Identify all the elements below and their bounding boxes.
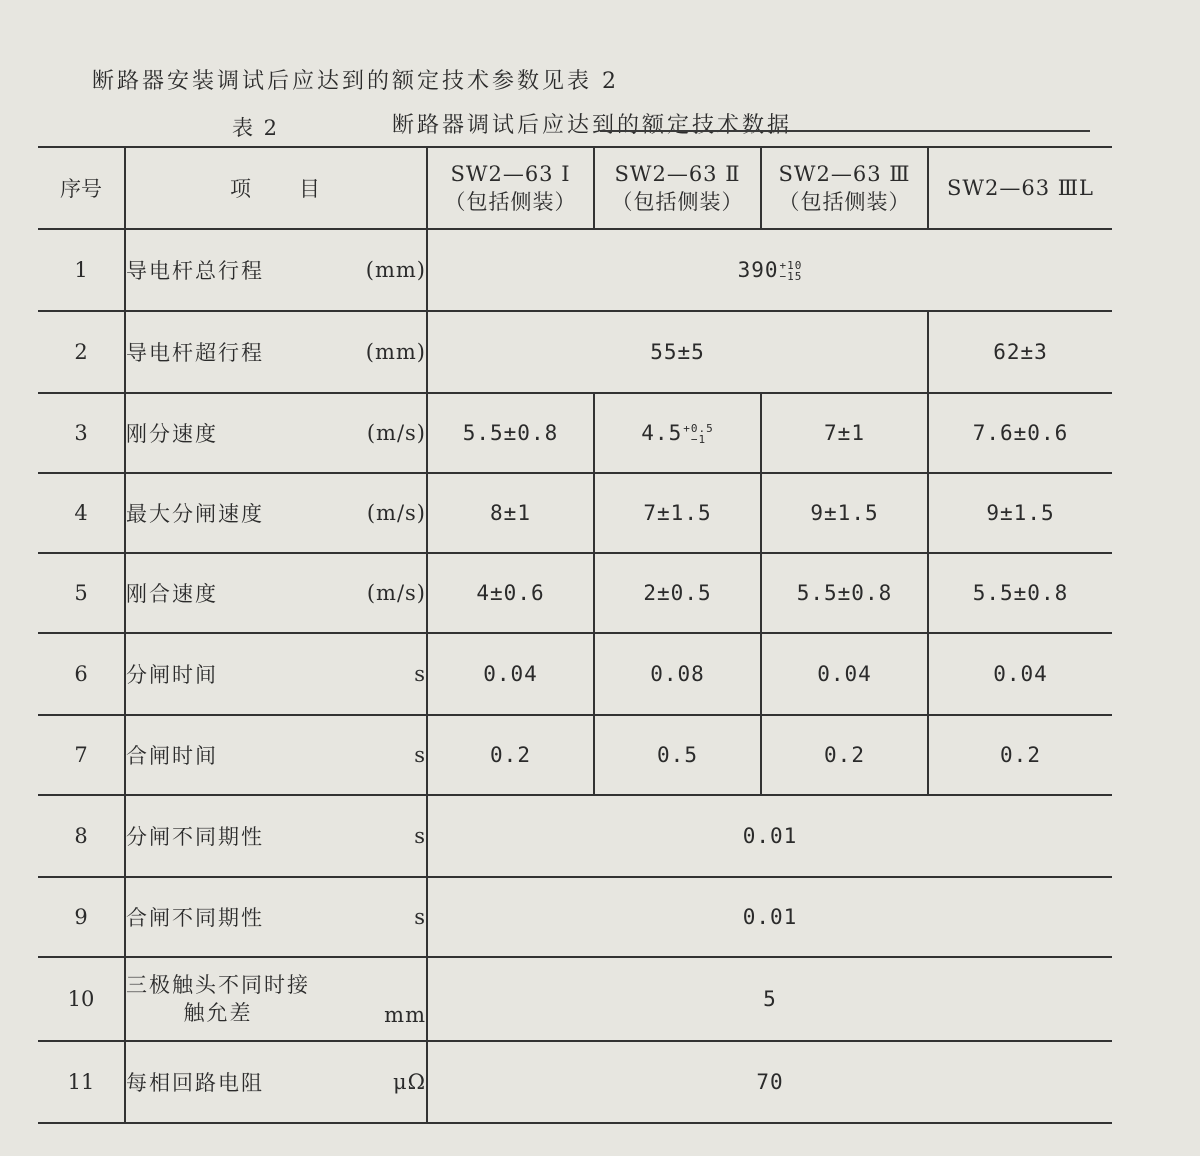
table-row — [38, 633, 1112, 715]
item-unit: (m/s) — [366, 421, 426, 445]
table-row — [38, 795, 1112, 877]
row-seq: 11 — [38, 1041, 125, 1123]
row-item — [125, 229, 427, 311]
table-row — [38, 393, 1112, 473]
row-item — [125, 877, 427, 957]
item-name: 合闸不同期性 — [126, 906, 264, 930]
header-seq: 序号 — [38, 147, 125, 229]
tolerance-lower: −1 — [690, 433, 707, 446]
item-name — [126, 971, 310, 1027]
item-unit: (mm) — [365, 340, 426, 364]
tolerance-upper: +0.5 — [683, 422, 714, 435]
row-seq: 3 — [38, 393, 125, 473]
item-unit: μΩ — [392, 1070, 426, 1094]
row-value: 9±1.5 — [761, 473, 928, 553]
table-row — [38, 877, 1112, 957]
item-name: 导电杆总行程 — [126, 259, 264, 283]
model-name: SW2—63 Ⅲ — [778, 162, 911, 186]
tolerance — [780, 260, 803, 282]
row-value: 4±0.6 — [427, 553, 594, 633]
table-title: 断路器调试后应达到的额定技术数据 — [392, 113, 793, 138]
row-value: 0.04 — [928, 633, 1112, 715]
model-name: SW2—63 ⅢL — [947, 176, 1094, 200]
header-item: 项 目 — [125, 147, 427, 229]
row-value: 0.08 — [594, 633, 761, 715]
row-seq: 7 — [38, 715, 125, 795]
model-note: （包括侧装） — [778, 190, 911, 214]
row-seq: 2 — [38, 311, 125, 393]
row-value: 55±5 — [427, 311, 928, 393]
row-value: 5.5±0.8 — [427, 393, 594, 473]
row-value: 0.2 — [427, 715, 594, 795]
row-value: 0.2 — [928, 715, 1112, 795]
row-value: 0.04 — [761, 633, 928, 715]
table-row — [38, 553, 1112, 633]
value-text: 4.5 — [641, 421, 683, 445]
item-name: 刚合速度 — [126, 582, 218, 606]
item-unit: mm — [384, 1003, 426, 1027]
row-item — [125, 473, 427, 553]
row-item — [125, 393, 427, 473]
row-value — [594, 393, 761, 473]
row-value: 7±1.5 — [594, 473, 761, 553]
row-value: 7.6±0.6 — [928, 393, 1112, 473]
row-item — [125, 633, 427, 715]
item-unit: s — [414, 743, 426, 767]
row-value: 62±3 — [928, 311, 1112, 393]
header-model-2 — [594, 147, 761, 229]
item-unit: s — [414, 905, 426, 929]
item-name: 每相回路电阻 — [126, 1071, 264, 1095]
header-row — [38, 147, 1112, 229]
row-value: 7±1 — [761, 393, 928, 473]
row-seq: 4 — [38, 473, 125, 553]
row-value: 5.5±0.8 — [928, 553, 1112, 633]
item-unit: (m/s) — [366, 581, 426, 605]
intro-text: 断路器安装调试后应达到的额定技术参数见表 2 — [92, 69, 619, 94]
row-value: 0.01 — [427, 795, 1112, 877]
row-item — [125, 1041, 427, 1123]
row-item — [125, 957, 427, 1041]
table-row — [38, 311, 1112, 393]
model-name: SW2—63 Ⅰ — [450, 162, 571, 186]
row-value: 5 — [427, 957, 1112, 1041]
row-seq: 5 — [38, 553, 125, 633]
table-row — [38, 715, 1112, 795]
table-number: 表 2 — [232, 116, 280, 140]
row-seq: 6 — [38, 633, 125, 715]
row-value: 0.01 — [427, 877, 1112, 957]
row-seq: 9 — [38, 877, 125, 957]
model-name: SW2—63 Ⅱ — [614, 162, 741, 186]
tolerance-upper: +10 — [779, 259, 803, 272]
model-note: （包括侧装） — [444, 190, 577, 214]
row-seq: 1 — [38, 229, 125, 311]
row-value: 2±0.5 — [594, 553, 761, 633]
row-value: 0.2 — [761, 715, 928, 795]
row-item — [125, 715, 427, 795]
table-row — [38, 229, 1112, 311]
model-note: （包括侧装） — [611, 190, 744, 214]
row-item — [125, 553, 427, 633]
item-unit: (mm) — [365, 258, 426, 282]
item-name: 最大分闸速度 — [126, 502, 264, 526]
item-name-line2: 触允差 — [183, 1001, 253, 1025]
spec-table — [38, 146, 1112, 1124]
item-unit: s — [414, 662, 426, 686]
row-value: 5.5±0.8 — [761, 553, 928, 633]
item-name: 合闸时间 — [126, 744, 218, 768]
title-rule — [600, 130, 1090, 132]
header-model-1 — [427, 147, 594, 229]
row-value: 8±1 — [427, 473, 594, 553]
row-value: 0.5 — [594, 715, 761, 795]
item-name: 分闸时间 — [126, 663, 218, 687]
row-seq: 10 — [38, 957, 125, 1041]
row-item — [125, 311, 427, 393]
value-text: 390 — [737, 258, 779, 282]
header-model-3 — [761, 147, 928, 229]
header-model-4 — [928, 147, 1112, 229]
item-name: 导电杆超行程 — [126, 341, 264, 365]
row-value — [427, 229, 1112, 311]
item-name-line1: 三极触头不同时接 — [126, 973, 310, 997]
table-row — [38, 957, 1112, 1041]
item-name: 刚分速度 — [126, 422, 218, 446]
row-item — [125, 795, 427, 877]
row-value: 0.04 — [427, 633, 594, 715]
row-value: 70 — [427, 1041, 1112, 1123]
row-seq: 8 — [38, 795, 125, 877]
item-name: 分闸不同期性 — [126, 825, 264, 849]
item-unit: s — [414, 824, 426, 848]
item-unit: (m/s) — [366, 501, 426, 525]
table-row — [38, 1041, 1112, 1123]
table-row — [38, 473, 1112, 553]
row-value: 9±1.5 — [928, 473, 1112, 553]
tolerance — [683, 423, 714, 445]
tolerance-lower: −15 — [779, 270, 803, 283]
